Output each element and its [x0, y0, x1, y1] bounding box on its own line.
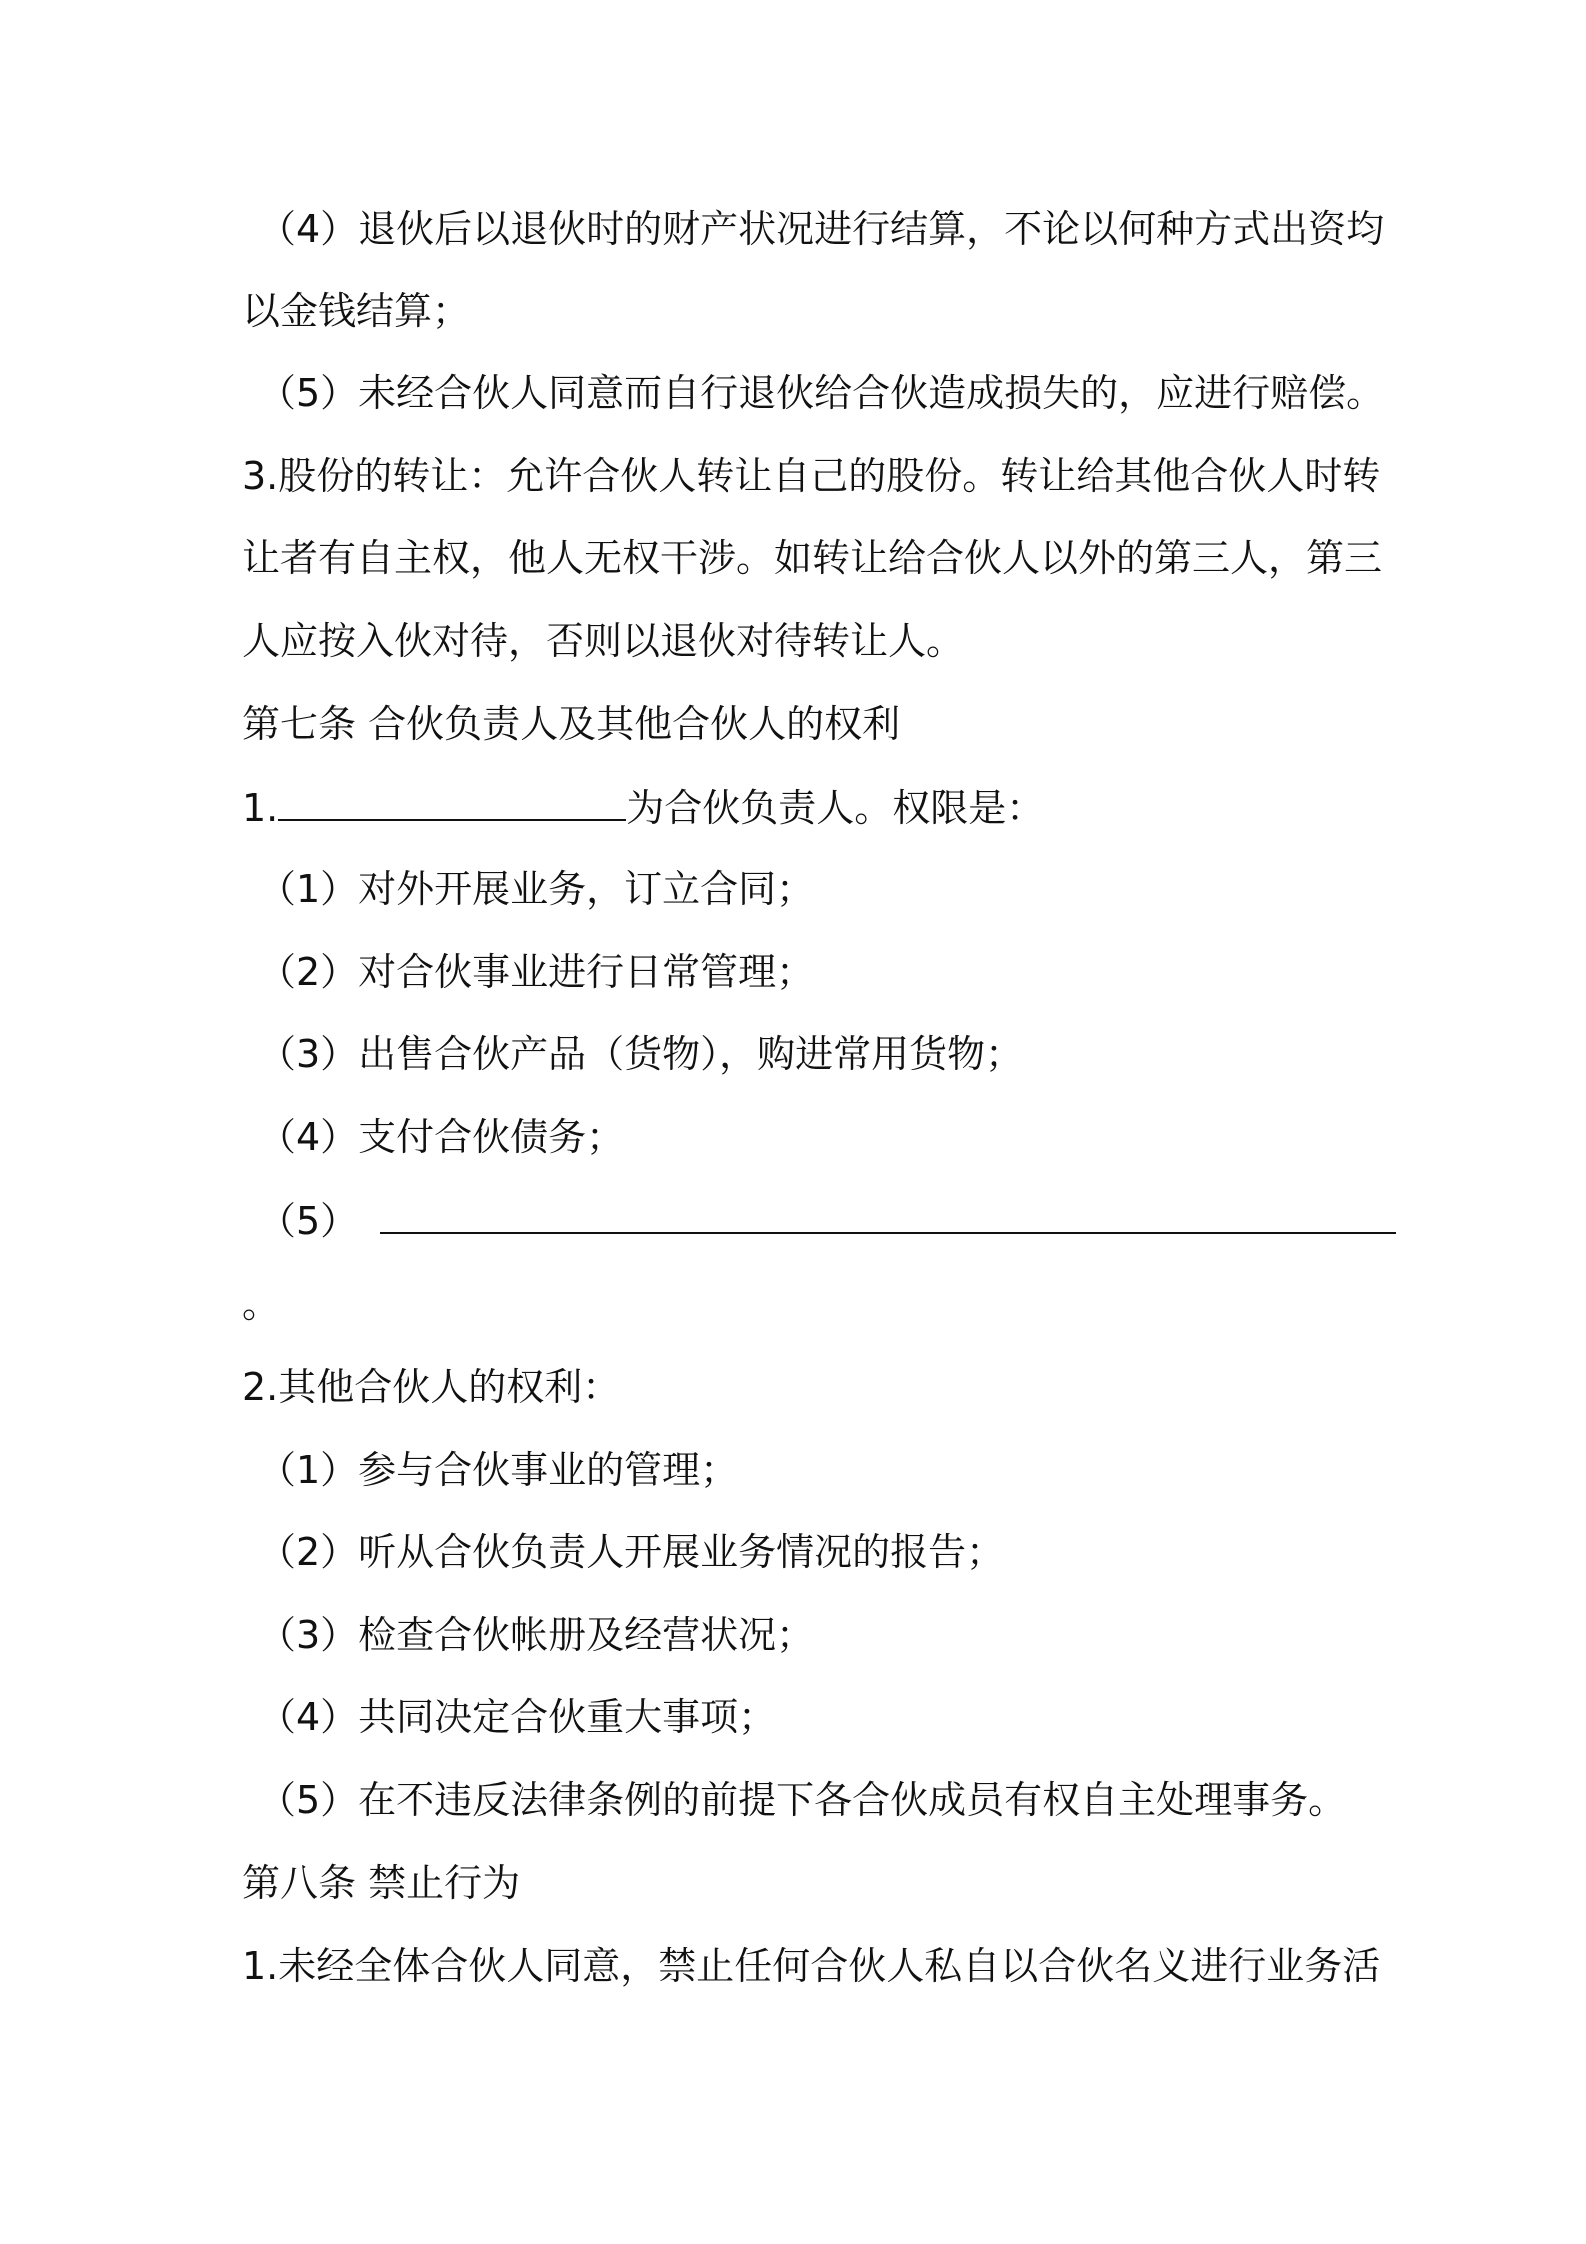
article-7-heading: 第七条 合伙负责人及其他合伙人的权利 [242, 702, 901, 746]
right-4: （4）共同决定合伙重大事项； [258, 1695, 777, 1739]
right-5: （5）在不违反法律条例的前提下各合伙成员有权自主处理事务。 [258, 1778, 1347, 1822]
clause-4-withdrawal-settlement: （4）退伙后以退伙时的财产状况进行结算，不论以何种方式出资均 [258, 207, 1385, 251]
prohibited-act-1: 1.未经全体合伙人同意，禁止任何合伙人私自以合伙名义进行业务活 [242, 1944, 1381, 1988]
power-2: （2）对合伙事业进行日常管理； [258, 950, 815, 994]
other-partners-rights-heading: 2.其他合伙人的权利： [242, 1365, 621, 1409]
power-3: （3）出售合伙产品（货物），购进常用货物； [258, 1032, 1024, 1076]
article-8-heading: 第八条 禁止行为 [242, 1861, 521, 1905]
right-1: （1）参与合伙事业的管理； [258, 1448, 739, 1492]
power-1: （1）对外开展业务，订立合同； [258, 867, 815, 911]
clause-5-compensation: （5）未经合伙人同意而自行退伙给合伙造成损失的，应进行赔偿。 [258, 371, 1385, 415]
share-transfer-continued-1: 让者有自主权，他人无权干涉。如转让给合伙人以外的第三人，第三 [242, 536, 1383, 580]
power-5-blank[interactable] [380, 1196, 1396, 1234]
period-line: 。 [242, 1282, 281, 1326]
right-2: （2）听从合伙负责人开展业务情况的报告； [258, 1530, 1005, 1574]
power-4: （4）支付合伙债务； [258, 1115, 625, 1159]
responsible-partner-line [242, 783, 1044, 831]
item-number: （5） [258, 1199, 359, 1243]
share-transfer-paragraph: 3.股份的转让：允许合伙人转让自己的股份。转让给其他合伙人时转 [242, 454, 1381, 498]
responsible-partner-text: 为合伙负责人。权限是： [626, 786, 1045, 830]
power-5-line [258, 1196, 1396, 1244]
responsible-partner-blank[interactable] [278, 783, 626, 821]
clause-4-continued: 以金钱结算； [242, 289, 471, 333]
right-3: （3）检查合伙帐册及经营状况； [258, 1613, 815, 1657]
item-number: 1. [242, 786, 279, 830]
share-transfer-continued-2: 人应按入伙对待，否则以退伙对待转让人。 [242, 619, 965, 663]
